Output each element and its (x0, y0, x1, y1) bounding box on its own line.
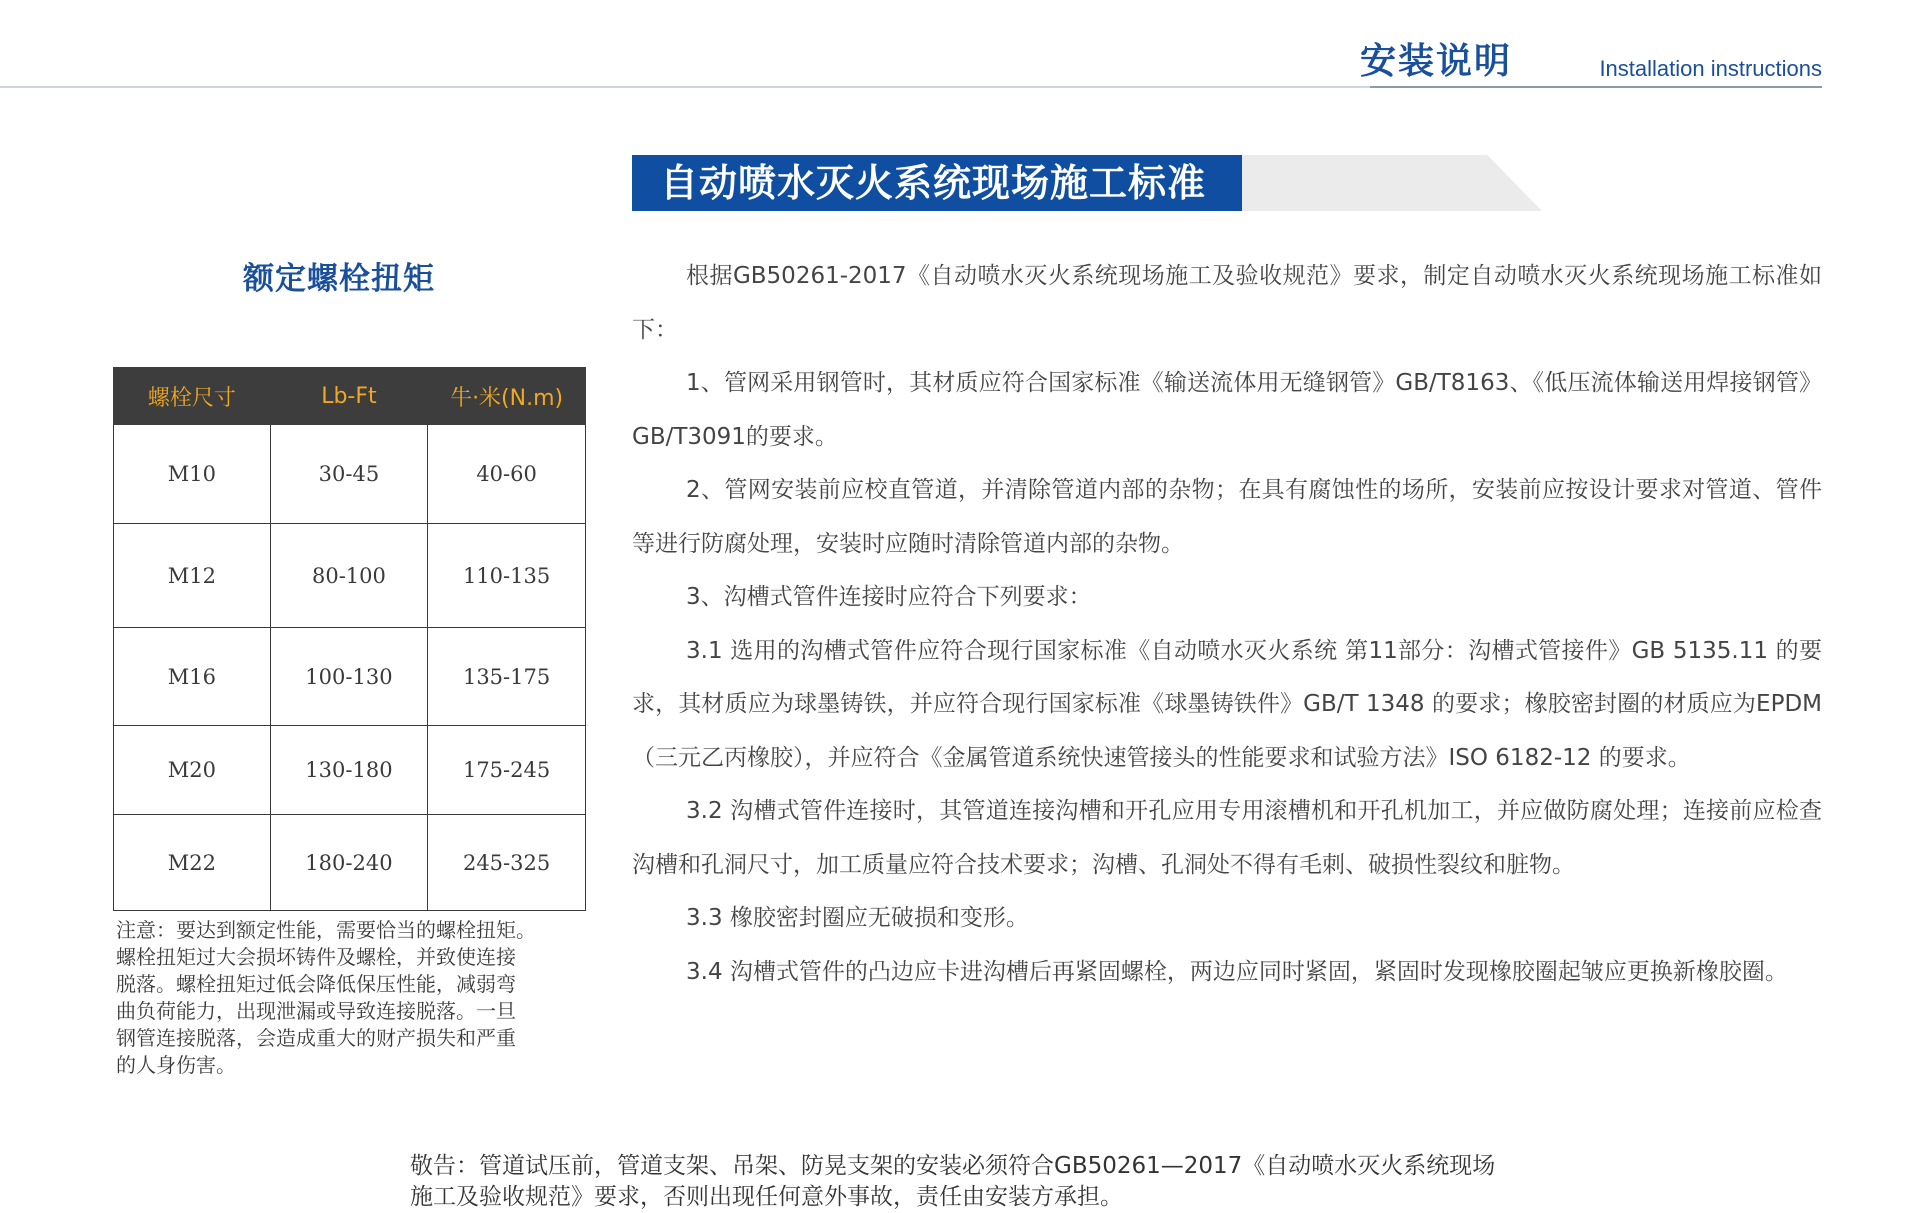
column-header-bolt-size: 螺栓尺寸 (114, 368, 271, 425)
table-cell-lb-ft: 80-100 (270, 524, 428, 628)
table-cell-nm: 245-325 (428, 815, 586, 911)
column-header-nm: 牛·米(N.m) (428, 368, 586, 425)
table-row (114, 628, 586, 726)
table-row (114, 425, 586, 524)
table-cell-nm: 40-60 (428, 425, 586, 524)
body-paragraph: 根据GB50261-2017《自动喷水灭火系统现场施工及验收规范》要求，制定自动喷水灭火系统现场施工标准如下： (632, 263, 1822, 343)
header-divider-accent (1370, 86, 1822, 88)
table-cell-nm: 175-245 (428, 726, 586, 815)
torque-table-header (114, 368, 586, 425)
table-cell-lb-ft: 180-240 (270, 815, 428, 911)
torque-note-line: 钢管连接脱落，会造成重大的财产损失和严重 (116, 1026, 516, 1050)
torque-note-line: 曲负荷能力，出现泄漏或导致连接脱落。一旦 (116, 999, 516, 1023)
table-row (114, 524, 586, 628)
table-cell-bolt-size: M10 (114, 425, 271, 524)
body-paragraph: 3.2 沟槽式管件连接时，其管道连接沟槽和开孔应用专用滚槽机和开孔机加工，并应做防腐处理；连接前应检查沟槽和孔洞尺寸，加工质量应符合技术要求；沟槽、孔洞处不得有毛刺、破损性裂纹和脏物。 (632, 798, 1822, 878)
body-paragraph: 3.4 沟槽式管件的凸边应卡进沟槽后再紧固螺栓，两边应同时紧固，紧固时发现橡胶圈起皱应更换新橡胶圈。 (686, 958, 1788, 985)
torque-note-line: 注意：要达到额定性能，需要恰当的螺栓扭矩。 (116, 918, 536, 942)
table-cell-bolt-size: M16 (114, 628, 271, 726)
body-paragraph: 2、管网安装前应校直管道，并清除管道内部的杂物；在具有腐蚀性的场所，安装前应按设计要求对管道、管件等进行防腐处理，安装时应随时清除管道内部的杂物。 (632, 477, 1822, 557)
body-paragraph: 1、管网采用钢管时，其材质应符合国家标准《输送流体用无缝钢管》GB/T8163、《低压流体输送用焊接钢管》GB/T3091的要求。 (632, 370, 1822, 450)
table-cell-nm: 135-175 (428, 628, 586, 726)
page-header-title: 安装说明 (1359, 41, 1512, 82)
torque-title: 额定螺栓扭矩 (243, 261, 435, 297)
column-header-lb-ft: Lb-Ft (270, 368, 428, 425)
warning-line: 施工及验收规范》要求，否则出现任何意外事故，责任由安装方承担。 (410, 1184, 1123, 1210)
table-row (114, 726, 586, 815)
section-title: 自动喷水灭火系统现场施工标准 (632, 155, 1242, 211)
body-paragraph: 3.1 选用的沟槽式管件应符合现行国家标准《自动喷水灭火系统 第11部分：沟槽式管接件》GB 5135.11 的要求，其材质应为球墨铸铁，并应符合现行国家标准《球墨铸铁件》GB/T 1348 的要求；橡胶密封圈的材质应为EPDM（三元乙丙橡胶），并应符合《金属管道系统快速管接头的性能要求和试验方法》ISO 6182-12 的要求。 (632, 637, 1822, 771)
torque-note-line: 脱落。螺栓扭矩过低会降低保压性能，减弱弯 (116, 972, 516, 996)
torque-note-line: 螺栓扭矩过大会损坏铸件及螺栓，并致使连接 (116, 945, 516, 969)
standards-body (632, 250, 1822, 999)
table-cell-bolt-size: M12 (114, 524, 271, 628)
torque-note (116, 917, 606, 1079)
table-cell-nm: 110-135 (428, 524, 586, 628)
torque-note-line: 的人身伤害。 (116, 1053, 236, 1077)
body-paragraph: 3、沟槽式管件连接时应符合下列要求： (686, 584, 1092, 610)
table-cell-bolt-size: M22 (114, 815, 271, 911)
torque-table (113, 367, 586, 911)
table-cell-lb-ft: 130-180 (270, 726, 428, 815)
page-header-subtitle: Installation instructions (1599, 56, 1822, 81)
warning-notice (410, 1151, 1610, 1213)
table-cell-lb-ft: 100-130 (270, 628, 428, 726)
table-cell-bolt-size: M20 (114, 726, 271, 815)
warning-line: 敬告：管道试压前，管道支架、吊架、防晃支架的安装必须符合GB50261—2017《自动喷水灭火系统现场 (410, 1153, 1496, 1179)
table-cell-lb-ft: 30-45 (270, 425, 428, 524)
table-row (114, 815, 586, 911)
body-paragraph: 3.3 橡胶密封圈应无破损和变形。 (686, 905, 1029, 931)
